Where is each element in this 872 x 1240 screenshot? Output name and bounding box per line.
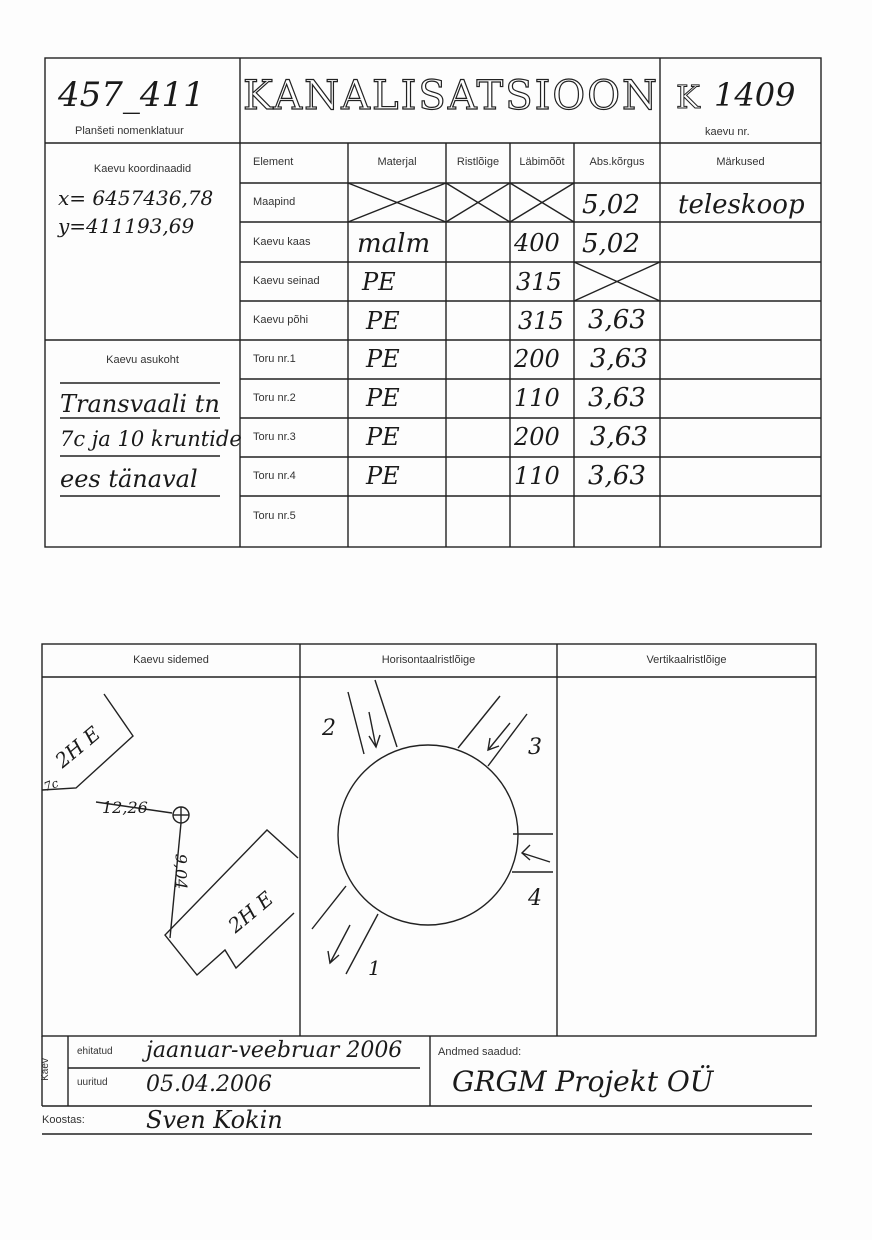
pipe-number-3: 3 bbox=[528, 735, 542, 760]
building-label-bottom: 2H E bbox=[223, 886, 278, 938]
row-element: Toru nr.1 bbox=[253, 353, 296, 365]
footer-side-label: Kaev bbox=[39, 1058, 51, 1081]
row-height: 3,63 bbox=[588, 305, 646, 335]
location-line-3: ees tänaval bbox=[60, 465, 198, 493]
well-number: 1409 bbox=[714, 76, 796, 114]
measured-label: uuritud bbox=[77, 1077, 108, 1088]
row-element: Maapind bbox=[253, 196, 296, 208]
row-height: 3,63 bbox=[588, 383, 646, 413]
row-material: malm bbox=[357, 229, 431, 259]
header-well-ties: Kaevu sidemed bbox=[133, 654, 209, 666]
location-line-1: Transvaali tn bbox=[60, 390, 220, 418]
col-header-notes: Märkused bbox=[716, 156, 765, 168]
row-element: Toru nr.4 bbox=[253, 470, 296, 482]
form-title: KANALISATSIOON bbox=[243, 73, 659, 119]
row-material: PE bbox=[362, 268, 396, 296]
col-header-diameter: Läbimõõt bbox=[519, 156, 565, 168]
distance-vertical: 9,04 bbox=[171, 853, 191, 890]
author-label: Koostas: bbox=[42, 1114, 85, 1126]
row-diameter: 315 bbox=[516, 268, 562, 296]
row-material: PE bbox=[366, 423, 400, 451]
distance-horizontal: 12,26 bbox=[102, 798, 148, 817]
row-element: Kaevu seinad bbox=[253, 275, 320, 287]
pipe-number-1: 1 bbox=[368, 956, 381, 980]
row-material: PE bbox=[366, 345, 400, 373]
row-material: PE bbox=[366, 462, 400, 490]
row-diameter: 200 bbox=[514, 423, 560, 451]
coordinates-label: Kaevu koordinaadid bbox=[93, 163, 192, 175]
row-diameter: 110 bbox=[514, 462, 560, 490]
building-label-top: 2H E bbox=[50, 721, 105, 773]
col-header-element: Element bbox=[253, 156, 294, 168]
col-header-material: Materjal bbox=[377, 156, 417, 168]
header-vertical-section: Vertikaalristlõige bbox=[646, 654, 727, 666]
col-header-height: Abs.kõrgus bbox=[589, 156, 645, 168]
row-element: Kaevu põhi bbox=[253, 314, 309, 326]
row-element: Kaevu kaas bbox=[253, 236, 311, 248]
built-value: jaanuar-veebruar 2006 bbox=[146, 1038, 403, 1063]
row-notes: teleskoop bbox=[678, 190, 805, 220]
row-diameter: 200 bbox=[514, 345, 560, 373]
row-element: Toru nr.5 bbox=[253, 510, 296, 522]
row-diameter: 110 bbox=[514, 384, 560, 412]
corner-label: 7c bbox=[42, 775, 61, 795]
pipe-number-4: 4 bbox=[528, 886, 542, 911]
plan-number: 457_411 bbox=[58, 75, 205, 115]
header-horizontal-section: Horisontaalristlõige bbox=[381, 654, 476, 666]
data-source-label: Andmed saadud: bbox=[438, 1046, 522, 1058]
plan-number-label: Planšeti nomenklatuur bbox=[75, 125, 184, 137]
row-height: 5,02 bbox=[582, 190, 640, 220]
row-height: 3,63 bbox=[588, 461, 646, 491]
row-height: 5,02 bbox=[582, 229, 640, 259]
author-value: Sven Kokin bbox=[146, 1106, 283, 1134]
coordinate-x: x= 6457436,78 bbox=[58, 186, 214, 210]
row-material: PE bbox=[366, 384, 400, 412]
col-header-cross-section: Ristlõige bbox=[456, 156, 500, 168]
location-line-2: 7c ja 10 kruntide bbox=[60, 427, 242, 451]
built-label: ehitatud bbox=[77, 1046, 113, 1057]
row-diameter: 315 bbox=[518, 307, 564, 335]
row-height: 3,63 bbox=[590, 422, 648, 452]
row-height: 3,63 bbox=[590, 344, 648, 374]
well-number-label: kaevu nr. bbox=[705, 126, 750, 138]
data-source-value: GRGM Projekt OÜ bbox=[452, 1065, 714, 1098]
row-element: Toru nr.2 bbox=[253, 392, 296, 404]
row-element: Toru nr.3 bbox=[253, 431, 296, 443]
row-material: PE bbox=[366, 307, 400, 335]
well-code-letter: K bbox=[676, 78, 700, 116]
location-label: Kaevu asukoht bbox=[106, 354, 179, 366]
measured-value: 05.04.2006 bbox=[146, 1072, 272, 1097]
pipe-number-2: 2 bbox=[322, 716, 336, 741]
row-diameter: 400 bbox=[514, 229, 560, 257]
coordinate-y: y=411193,69 bbox=[58, 214, 195, 238]
